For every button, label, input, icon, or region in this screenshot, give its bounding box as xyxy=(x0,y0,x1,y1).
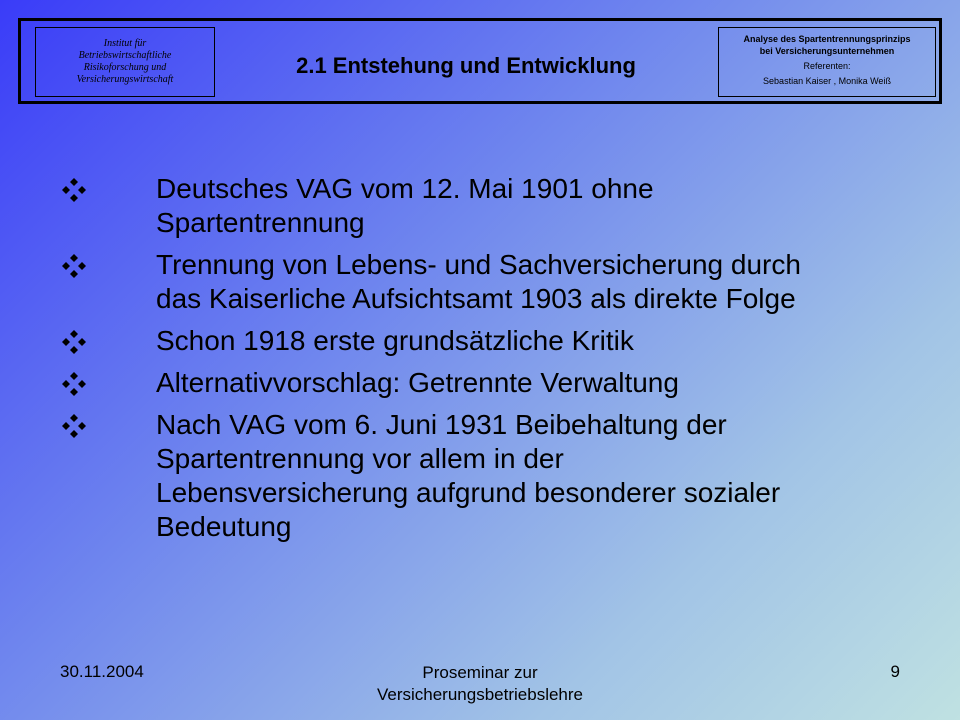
list-item xyxy=(62,248,942,316)
footer-course-line: Versicherungsbetriebslehre xyxy=(376,685,583,704)
diamond-quad-icon xyxy=(62,372,86,396)
institute-line: Versicherungswirtschaft xyxy=(76,74,174,85)
diamond-quad-icon xyxy=(62,330,86,354)
bullet-line: Spartentrennung xyxy=(156,207,365,238)
bullet-line: Trennung von Lebens- und Sachversicherung durch xyxy=(156,249,801,280)
institute-line: Risikoforschung und xyxy=(83,62,167,73)
footer-date: 30.11.2004 xyxy=(60,662,144,681)
list-item xyxy=(62,366,942,400)
referenten-label: Referenten: xyxy=(803,61,851,71)
institute-line: Institut für xyxy=(103,38,147,49)
slide-title: 2.1 Entstehung und Entwicklung xyxy=(296,53,636,78)
diamond-quad-icon xyxy=(62,178,86,202)
diamond-quad-icon xyxy=(62,254,86,278)
footer-course xyxy=(330,662,630,706)
referenten-names: Sebastian Kaiser , Monika Weiß xyxy=(763,76,891,86)
bullet-line: Nach VAG vom 6. Juni 1931 Beibehaltung der xyxy=(156,409,727,440)
institute-line: Betriebswirtschaftliche xyxy=(78,50,172,61)
institute-box xyxy=(35,27,215,97)
bullet-line: Deutsches VAG vom 12. Mai 1901 ohne xyxy=(156,173,654,204)
diamond-quad-icon xyxy=(62,414,86,438)
list-item xyxy=(62,324,942,358)
bullet-line: Lebensversicherung aufgrund besonderer sozialer xyxy=(156,477,781,508)
bullet-line: Schon 1918 erste grundsätzliche Kritik xyxy=(156,325,634,356)
slide-header xyxy=(18,18,942,104)
ref-title-line: bei Versicherungsunternehmen xyxy=(759,46,895,56)
bullet-line: Spartentrennung vor allem in der xyxy=(156,443,564,474)
list-item xyxy=(62,408,942,544)
list-item xyxy=(62,172,942,240)
bullet-list xyxy=(62,172,942,552)
footer-course-line: Proseminar zur xyxy=(422,663,538,682)
bullet-line: Alternativvorschlag: Getrennte Verwaltung xyxy=(156,367,679,398)
bullet-line: Bedeutung xyxy=(156,511,292,542)
ref-title-line: Analyse des Spartentrennungsprinzips xyxy=(743,34,911,44)
referenten-box xyxy=(718,27,936,97)
bullet-line: das Kaiserliche Aufsichtsamt 1903 als direkte Folge xyxy=(156,283,796,314)
page-number: 9 xyxy=(890,662,900,681)
